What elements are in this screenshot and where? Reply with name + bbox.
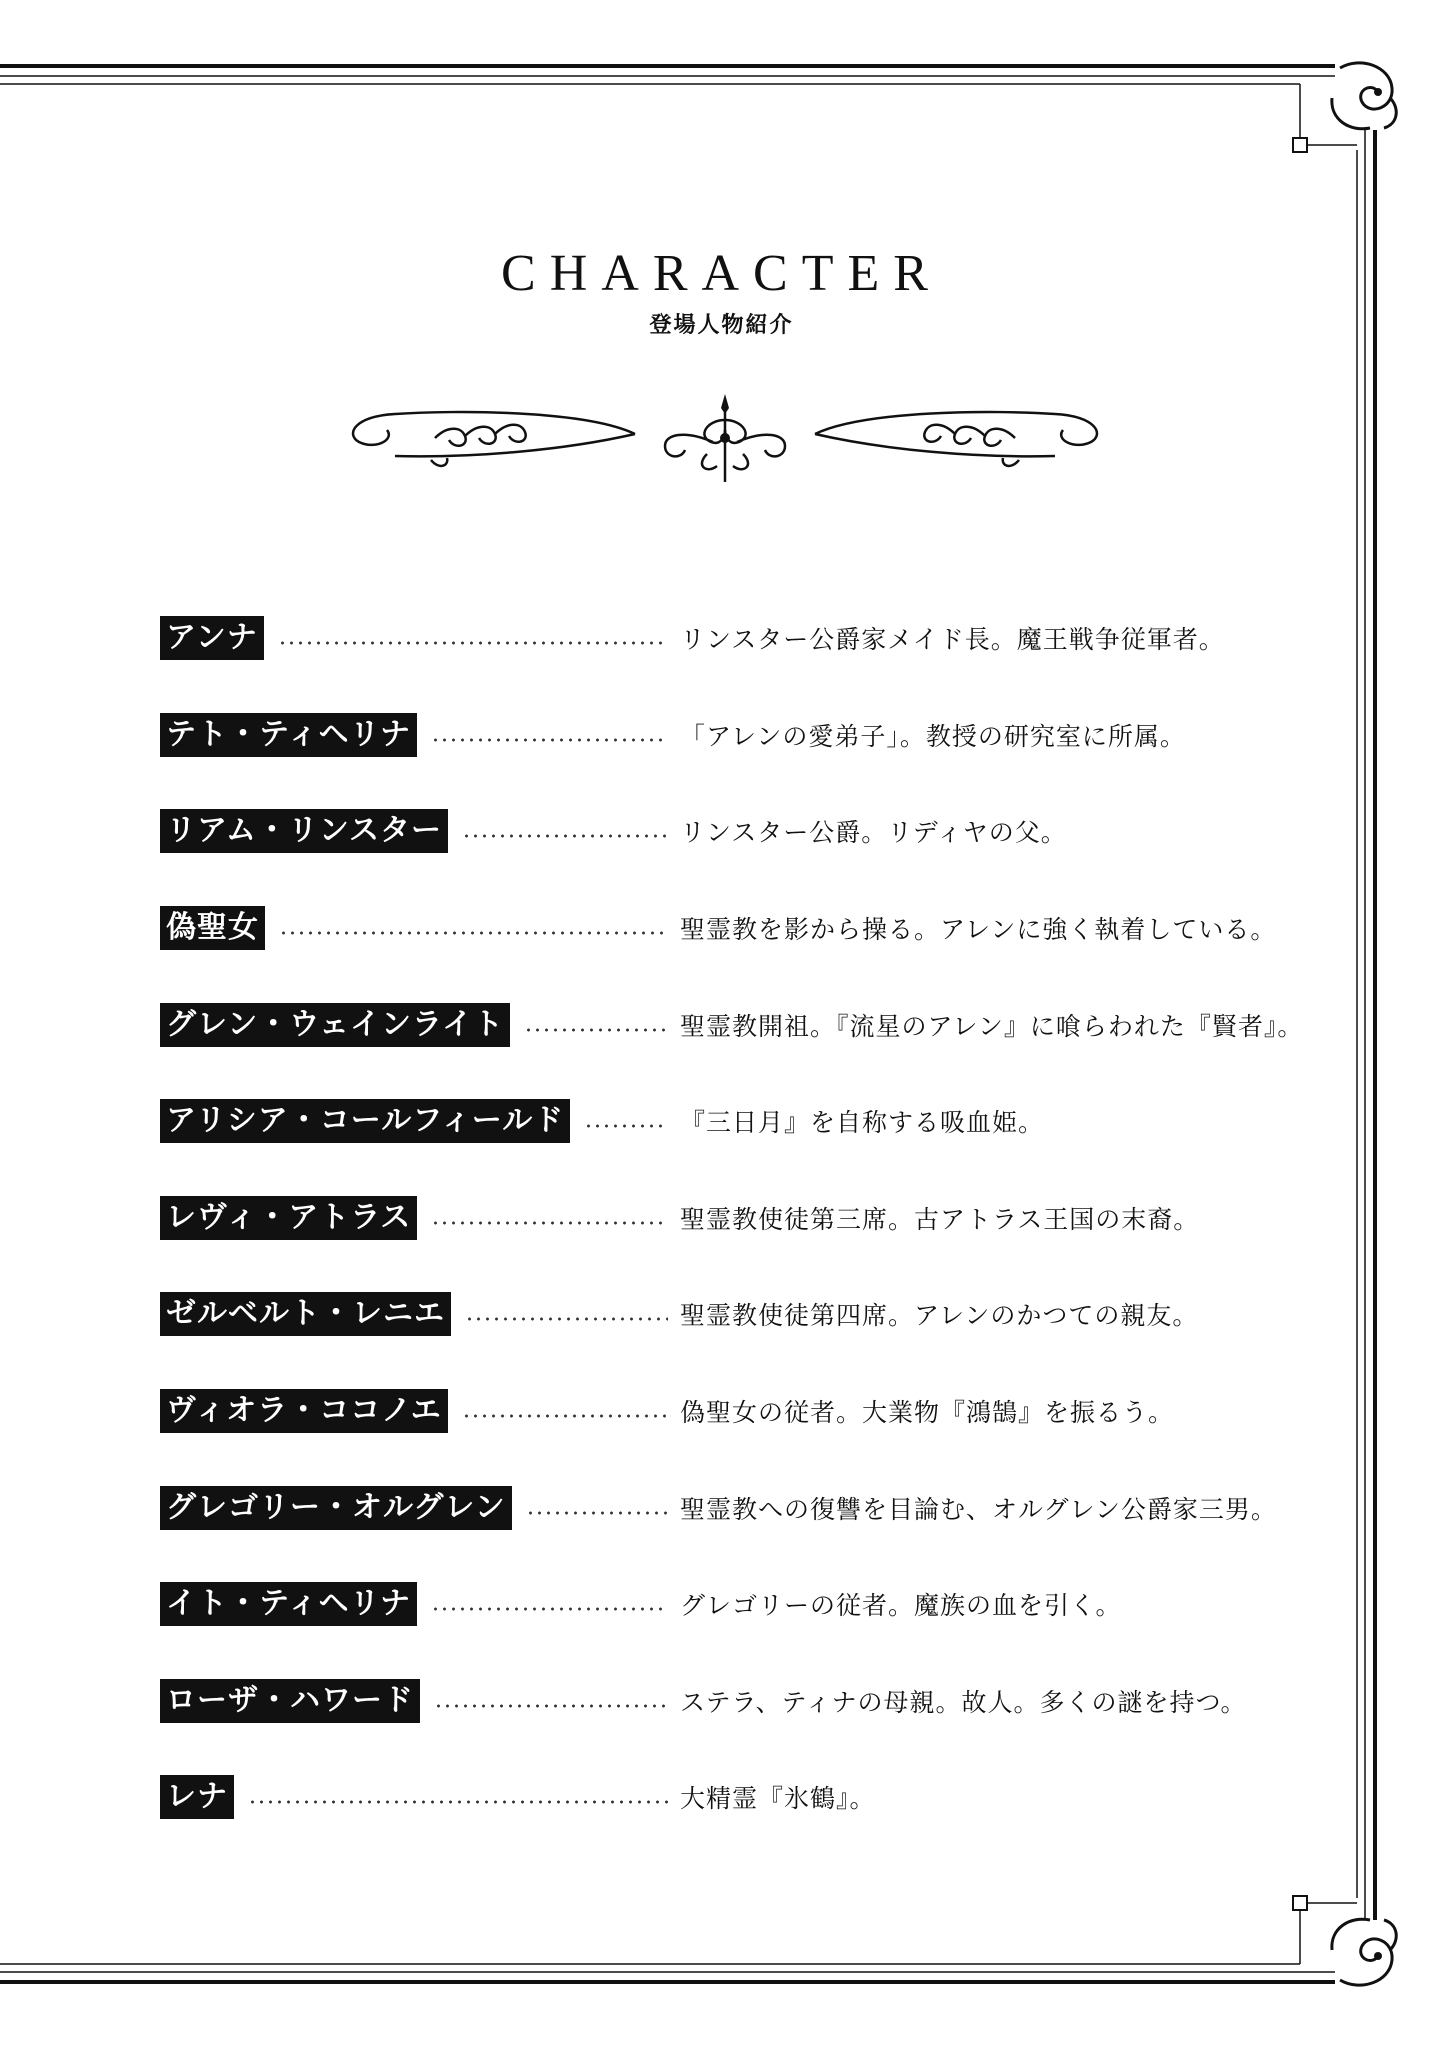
character-entry-levi bbox=[160, 1170, 1320, 1267]
ornamental-divider-icon bbox=[335, 390, 1115, 490]
character-name: ローザ・ハワード bbox=[160, 1679, 420, 1723]
dot-leader bbox=[584, 1099, 668, 1143]
character-name: レナ bbox=[160, 1775, 234, 1819]
character-name: アンナ bbox=[160, 616, 264, 660]
character-entry-anna bbox=[160, 590, 1320, 687]
character-entry-viola bbox=[160, 1363, 1320, 1460]
character-description: 『三日月』を自称する吸血姫。 bbox=[680, 1108, 1045, 1138]
character-description: 聖霊教を影から操る。アレンに強く執着している。 bbox=[680, 915, 1277, 945]
title-block bbox=[0, 245, 1443, 339]
character-description: リンスター公爵家メイド長。魔王戦争従軍者。 bbox=[680, 625, 1225, 655]
character-description: 聖霊教使徒第三席。古アトラス王国の末裔。 bbox=[680, 1204, 1200, 1234]
dot-leader bbox=[462, 809, 668, 853]
character-entry-false-saint bbox=[160, 880, 1320, 977]
dot-leader bbox=[465, 1292, 668, 1336]
dot-leader bbox=[248, 1775, 668, 1819]
character-entry-rosa bbox=[160, 1653, 1320, 1750]
character-entry-glenn bbox=[160, 976, 1320, 1073]
dot-leader bbox=[524, 1003, 668, 1047]
page-title: CHARACTER bbox=[501, 245, 942, 302]
character-description: 聖霊教への復讐を目論む、オルグレン公爵家三男。 bbox=[680, 1494, 1277, 1524]
character-entry-teto bbox=[160, 687, 1320, 784]
page-subtitle: 登場人物紹介 bbox=[649, 313, 794, 338]
character-entry-lena bbox=[160, 1749, 1320, 1846]
dot-leader bbox=[431, 713, 668, 757]
dot-leader bbox=[279, 906, 668, 950]
character-name: テト・ティヘリナ bbox=[160, 713, 417, 757]
character-entry-ito bbox=[160, 1556, 1320, 1653]
character-name: イト・ティヘリナ bbox=[160, 1582, 417, 1626]
character-description: ステラ、ティナの母親。故人。多くの謎を持つ。 bbox=[680, 1687, 1247, 1717]
corner-flourish-top-icon bbox=[1320, 58, 1410, 138]
character-name: グレン・ウェインライト bbox=[160, 1003, 510, 1047]
character-description: グレゴリーの従者。魔族の血を引く。 bbox=[680, 1591, 1122, 1621]
character-name: 偽聖女 bbox=[160, 906, 265, 950]
character-description: 「アレンの愛弟子」。教授の研究室に所属。 bbox=[680, 721, 1186, 751]
character-name: レヴィ・アトラス bbox=[160, 1196, 417, 1240]
character-entry-alicia bbox=[160, 1073, 1320, 1170]
character-entry-liam bbox=[160, 783, 1320, 880]
character-entry-zelbert bbox=[160, 1266, 1320, 1363]
character-description: リンスター公爵。リディヤの父。 bbox=[680, 818, 1067, 848]
character-list bbox=[160, 590, 1320, 1846]
character-description: 偽聖女の従者。大業物『鴻鵠』を振るう。 bbox=[680, 1398, 1175, 1428]
character-entry-gregory bbox=[160, 1459, 1320, 1556]
dot-leader bbox=[278, 616, 668, 660]
character-description: 聖霊教使徒第四席。アレンのかつての親友。 bbox=[680, 1301, 1199, 1331]
character-description: 大精霊『氷鶴』。 bbox=[680, 1784, 876, 1814]
dot-leader bbox=[462, 1389, 668, 1433]
dot-leader bbox=[431, 1196, 668, 1240]
corner-flourish-bottom-icon bbox=[1320, 1910, 1410, 1990]
character-name: ゼルベルト・レニエ bbox=[160, 1292, 451, 1336]
character-name: グレゴリー・オルグレン bbox=[160, 1486, 512, 1530]
dot-leader bbox=[434, 1679, 668, 1723]
character-name: リアム・リンスター bbox=[160, 809, 448, 853]
dot-leader bbox=[431, 1582, 668, 1626]
character-description: 聖霊教開祖。『流星のアレン』に喰らわれた『賢者』。 bbox=[680, 1011, 1304, 1041]
dot-leader bbox=[526, 1486, 668, 1530]
character-name: アリシア・コールフィールド bbox=[160, 1099, 570, 1143]
character-name: ヴィオラ・ココノエ bbox=[160, 1389, 448, 1433]
